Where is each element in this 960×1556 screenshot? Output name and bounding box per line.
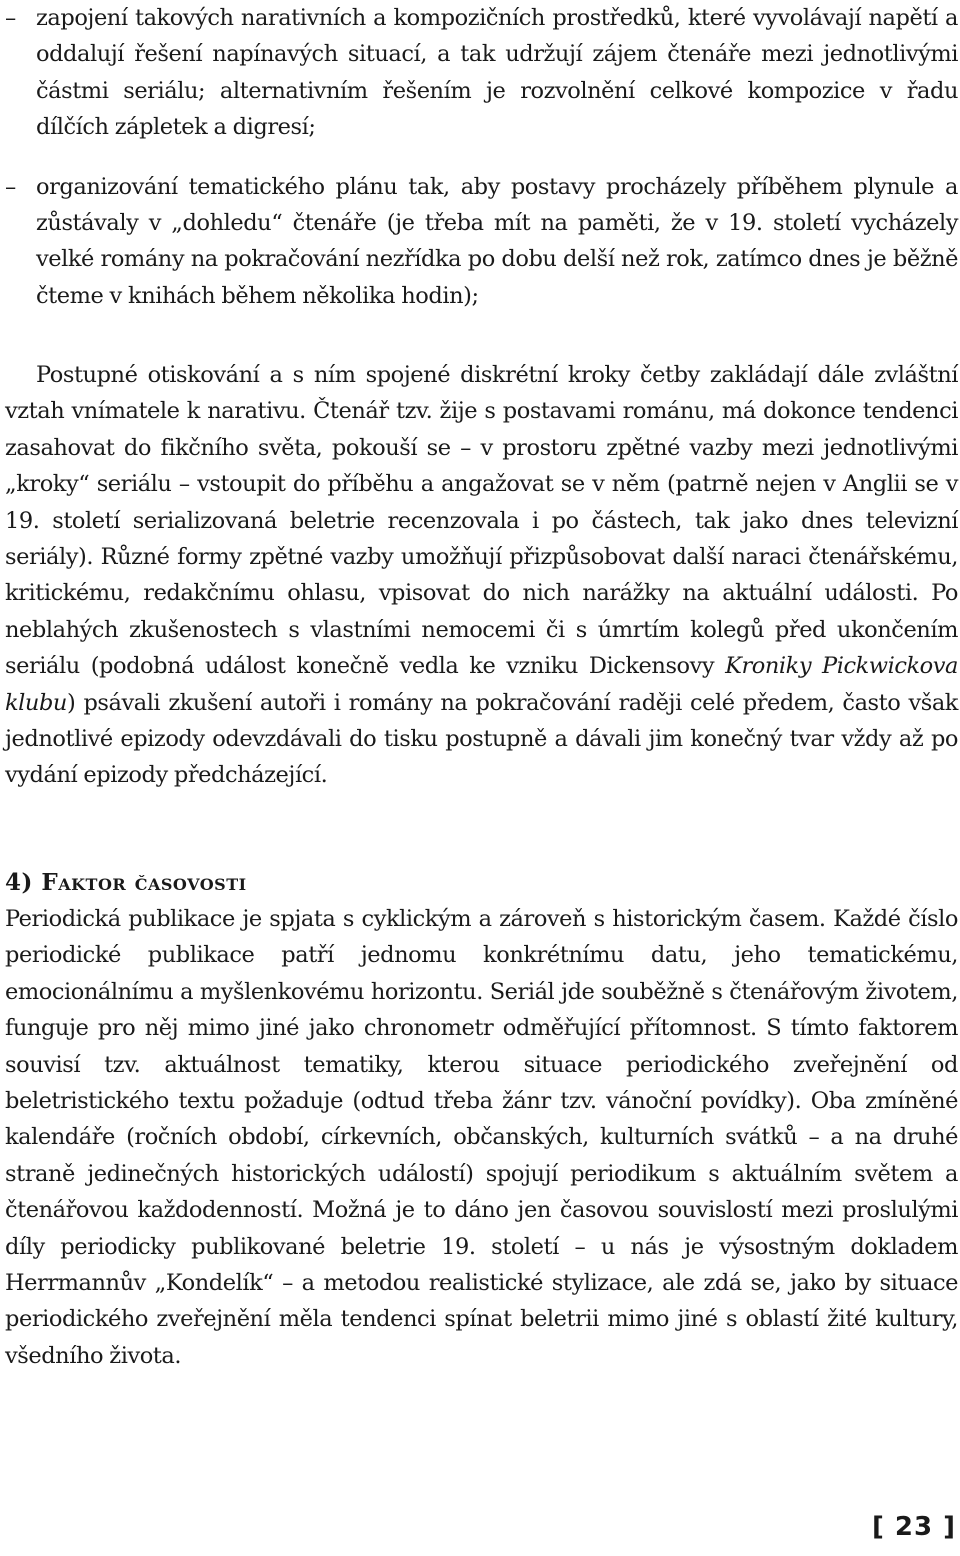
body-paragraph <box>5 357 958 794</box>
body-paragraph: Periodická publikace je spjata s cyklickým a zároveň s historickým časem. Každé číslo periodické publikace patří jednomu konkrétnímu datu, jeho tematickému, emocionálnímu a myšlenkovému horizontu. Seriál jde souběžně s čtenářovým životem, funguje pro něj mimo jiné jako chronometr odměřující přítomnost. S tímto faktorem souvisí tzv. aktuálnost tematiky, kterou situace periodického zveřejnění od beletristického textu požaduje (odtud třeba žánr tzv. vánoční povídky). Oba zmíněné kalendáře (ročních období, církevních, občanských, kulturních svátků – a na druhé straně jedinečných historických událostí) spojují periodikum s aktuálním světem a čtenářovou každodenností. Možná je to dáno jen časovou souvislostí mezi proslulými díly periodicky publikované beletrie 19. století – u nás je výsostným dokladem Herrmannův „Kondelík“ – a metodou realistické stylizace, ale zdá se, jako by situace periodického zveřejnění měla tendenci spínat beletrii mimo jiné s oblastí žité kultury, všedního života. <box>5 906 958 1369</box>
bullet-marker: – <box>5 173 16 200</box>
paragraph-text: ) psávali zkušení autoři i romány na pokračování raději celé předem, často však jednotlivé epizody odevzdávali do tisku postupně a dávali jim konečný tvar vždy až po vydání epizody předcházející. <box>5 689 958 789</box>
paragraph-text: Postupné otiskování a s ním spojené diskrétní kroky četby zakládají dále zvláštní vztah vnímatele k narativu. Čtenář tzv. žije s postavami románu, má dokonce tendenci zasahovat do fikčního světa, pokouší se – v prostoru zpětné vazby mezi jednotlivými „kroky“ seriálu – vstoupit do příběhu a angažovat se v něm (patrně nejen v Anglii se v 19. století serializovaná beletrie recenzovala i po částech, tak jako dnes televizní seriály). Různé formy zpětné vazby umožňují přizpůsobovat další naraci čtenářskému, kritickému, redakčnímu ohlasu, vpisovat do nich narážky na aktuální události. Po neblahých zkušenostech s vlastními nemocemi či s úmrtím kolegů před ukončením seriálu (podobná událost konečně vedla ke vzniku Dickensovy <box>5 362 958 680</box>
bullet-text: zapojení takových narativních a kompozičních prostředků, které vyvolávají napětí a oddalují řešení napínavých situací, a tak udržují zájem čtenáře mezi jednotlivými částmi seriálu; alternativním řešením je rozvolnění celkové kompozice v řadu dílčích zápletek a digresí; <box>36 5 958 141</box>
page-number: [ 23 ] <box>871 1512 956 1542</box>
section-title: Faktor časovosti <box>41 869 247 896</box>
section-heading <box>5 867 958 899</box>
list-item <box>5 169 958 315</box>
book-title: Kroniky Pickwickova klubu <box>5 653 958 716</box>
bullet-text: organizování tematického plánu tak, aby postavy procházely příběhem plynule a zůstávaly v „dohledu“ čtenáře (je třeba mít na paměti, že v 19. století vycházely velké romány na pokračování nezřídka po dobu delší než rok, zatímco dnes je běžně čteme v knihách během několika hodin); <box>36 173 958 309</box>
bullet-marker: – <box>5 5 16 31</box>
list-item <box>5 0 958 146</box>
section-number: 4) <box>5 869 33 896</box>
bullet-list <box>5 0 958 314</box>
document-page <box>5 0 958 1556</box>
